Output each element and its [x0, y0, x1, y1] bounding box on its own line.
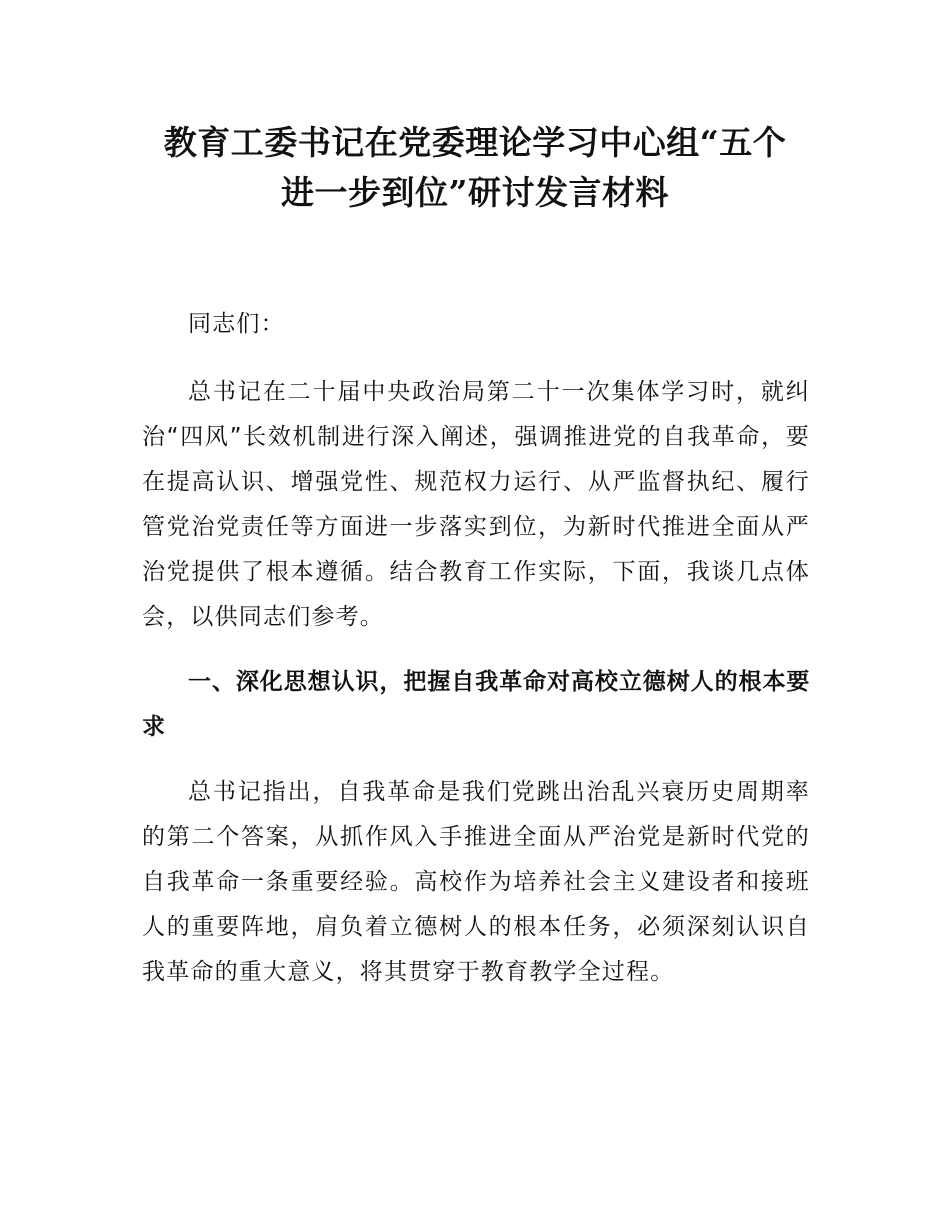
salutation: 同志们：: [188, 311, 285, 337]
title-line-1: 教育工委书记在党委理论学习中心组“五个: [163, 123, 787, 162]
intro-paragraph: 总书记在二十届中央政治局第二十一次集体学习时，就纠治“四风”长效机制进行深入阐述，强调推进党的自我革命，要在提高认识、增强党性、规范权力运行、从严监督执纪、履行管党治党责任等方面进一步落实到位，为新时代推进全面从严治党提供了根本遵循。结合教育工作实际，下面，我谈几点体会，以供同志们参考。: [142, 379, 810, 630]
section-1-heading: 一、深化思想认识，把握自我革命对高校立德树人的根本要求: [142, 669, 810, 740]
document-title: [120, 118, 830, 218]
title-line-2: 进一步到位”研讨发言材料: [281, 173, 669, 212]
section-1-paragraph: 总书记指出，自我革命是我们党跳出治乱兴衰历史周期率的第二个答案，从抓作风入手推进全面从严治党是新时代党的自我革命一条重要经验。高校作为培养社会主义建设者和接班人的重要阵地，肩负着立德树人的根本任务，必须深刻认识自我革命的重大意义，将其贯穿于教育教学全过程。: [142, 779, 810, 985]
document-body: [142, 302, 810, 995]
